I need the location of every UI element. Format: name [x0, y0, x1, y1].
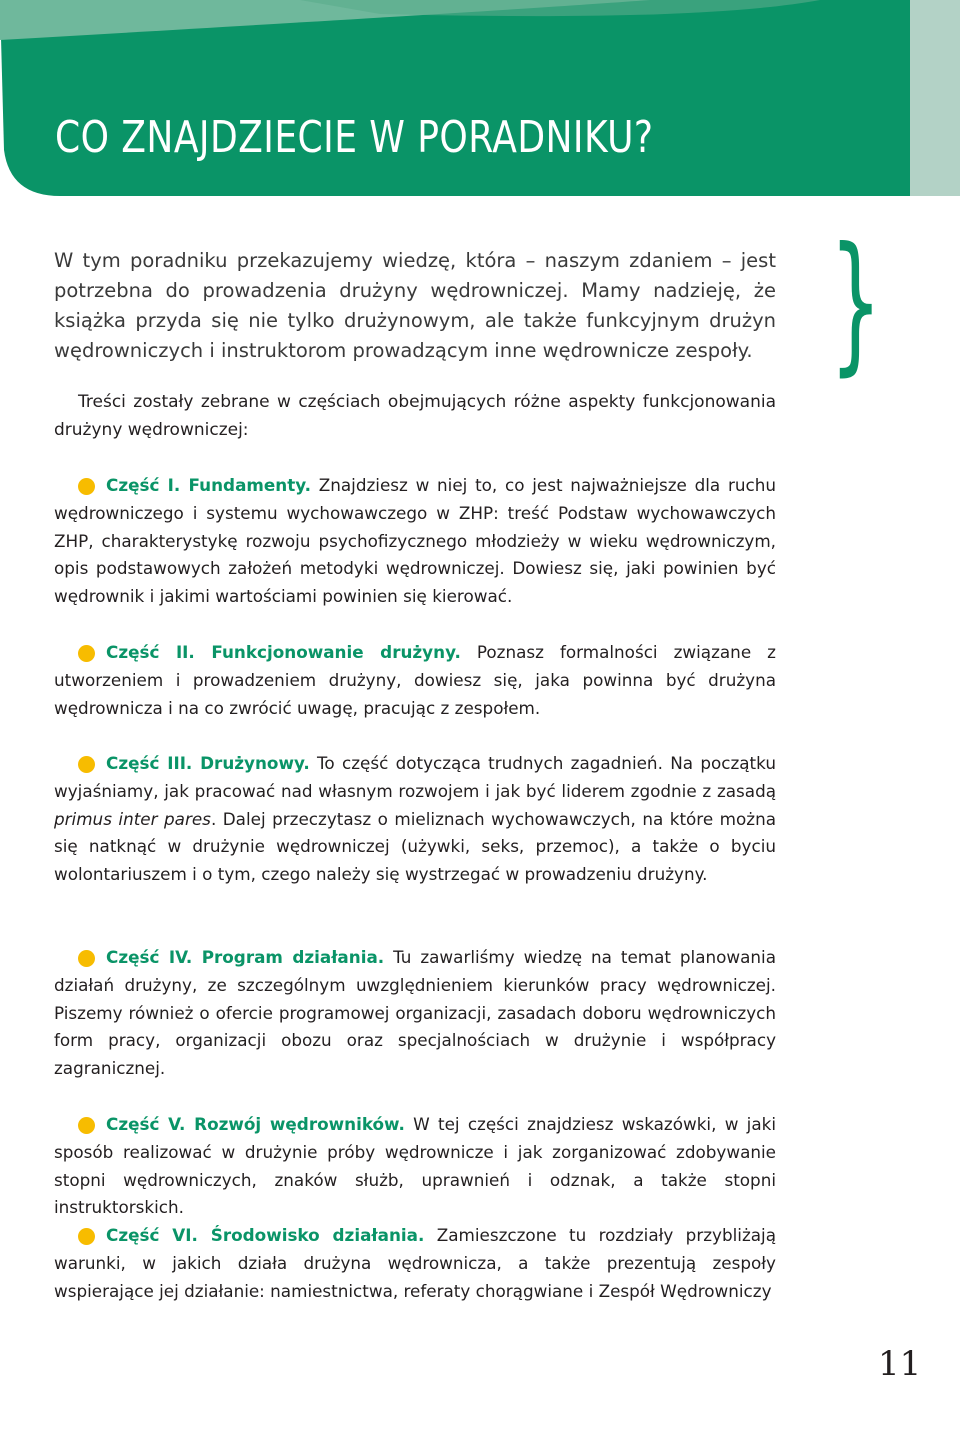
section-text: To część dotycząca trudnych zagadnień. Na początku wyjaśniamy, jak pracować nad własnym rozwojem i jak być liderem zgodnie z zasadą: [54, 753, 776, 801]
page-number: 11: [878, 1344, 922, 1384]
section-heading: Część II. Funkcjonowanie drużyny.: [106, 642, 461, 662]
bullet-icon: [78, 645, 95, 662]
bullet-icon: [78, 756, 95, 773]
section-text: W tej części znajdziesz wskazówki, w jaki sposób realizować w drużynie próby wędrownicze i jak zorganizować zdobywanie stopni wędrowniczych, znaków służb, uprawnień i odznak, a także stopni instruktorskich.: [54, 1114, 777, 1218]
intro-paragraph: W tym poradniku przekazujemy wiedzę, która – naszym zdaniem – jest potrzebna do prowadzenia drużyny wędrowniczej. Mamy nadzieję, że książka przyda się nie tylko drużynowym, ale także funkcyjnym drużyn wędrowniczych i instruktorom prowadzącym inne wędrownicze zespoły.: [54, 249, 776, 362]
section-part-3: [54, 750, 776, 889]
section-text: . Dalej przeczytasz o mieliznach wychowawczych, na które można się natknąć w drużynie wędrowniczej (używki, seks, przemoc), a także o byciu wolontariuszem i o tym, czego należy się wystrzegać w prowadzeniu drużyny.: [54, 808, 776, 885]
section-text: Tu zawarliśmy wiedzę na temat planowania działań drużyny, ze szczególnym uwzględnieniem kierunków pracy wędrowniczej. Piszemy również o ofercie programowej organizacji, zasadach doboru wędrowniczych form pracy, organizacji obozu oraz specjalnościach w drużynie i współpracy zagranicznej.: [54, 947, 776, 1079]
section-text: Zamieszczone tu rozdziały przybliżają warunki, w jakich działa drużyna wędrownicza, a także prezentują zespoły wspierające jej działanie: namiestnictwa, referaty chorągwiane i Zespół Wędrowniczy: [54, 1225, 776, 1301]
header-background: [0, 0, 960, 200]
section-part-2: [54, 639, 776, 722]
bullet-icon: [78, 1228, 95, 1245]
right-band: [910, 0, 960, 196]
page-title: CO ZNAJDZIECIE W PORADNIKU?: [55, 112, 654, 163]
section-part-6: [54, 1222, 776, 1305]
section-text: Znajdziesz w niej to, co jest najważniejsze dla ruchu wędrowniczego i systemu wychowawczego w ZHP: treść Podstaw wychowawczych ZHP, charakterystykę rozwoju psychofizycznego młodzieży w wieku wędrowniczym, opis podstawowych założeń metodyki wędrowniczej. Dowiesz się, jaki powinien być wędrownik i jakimi wartościami powinien się kierować.: [54, 475, 776, 607]
section-heading: Część I. Fundamenty.: [106, 475, 311, 495]
section-heading: Część III. Drużynowy.: [106, 753, 310, 773]
section-text-italic: primus inter pares: [54, 808, 211, 829]
bullet-icon: [78, 1117, 95, 1134]
section-part-5: [54, 1111, 776, 1222]
section-part-4: [54, 944, 776, 1083]
bullet-icon: [78, 950, 95, 967]
bullet-icon: [78, 478, 95, 495]
section-heading: Część V. Rozwój wędrowników.: [106, 1114, 405, 1134]
lead-paragraph: Treści zostały zebrane w częściach obejmujących różne aspekty funkcjonowania drużyny wędrowniczej:: [54, 392, 776, 440]
brace-decoration: }: [829, 216, 882, 390]
header-banner: [0, 0, 960, 200]
section-part-1: [54, 472, 776, 611]
section-heading: Część IV. Program działania.: [106, 947, 385, 967]
section-heading: Część VI. Środowisko działania.: [106, 1225, 425, 1245]
section-text: Poznasz formalności związane z utworzeniem i prowadzeniem drużyny, dowiesz się, jaka powinna być drużyna wędrownicza i na co zwrócić uwagę, pracując z zespołem.: [54, 642, 776, 718]
